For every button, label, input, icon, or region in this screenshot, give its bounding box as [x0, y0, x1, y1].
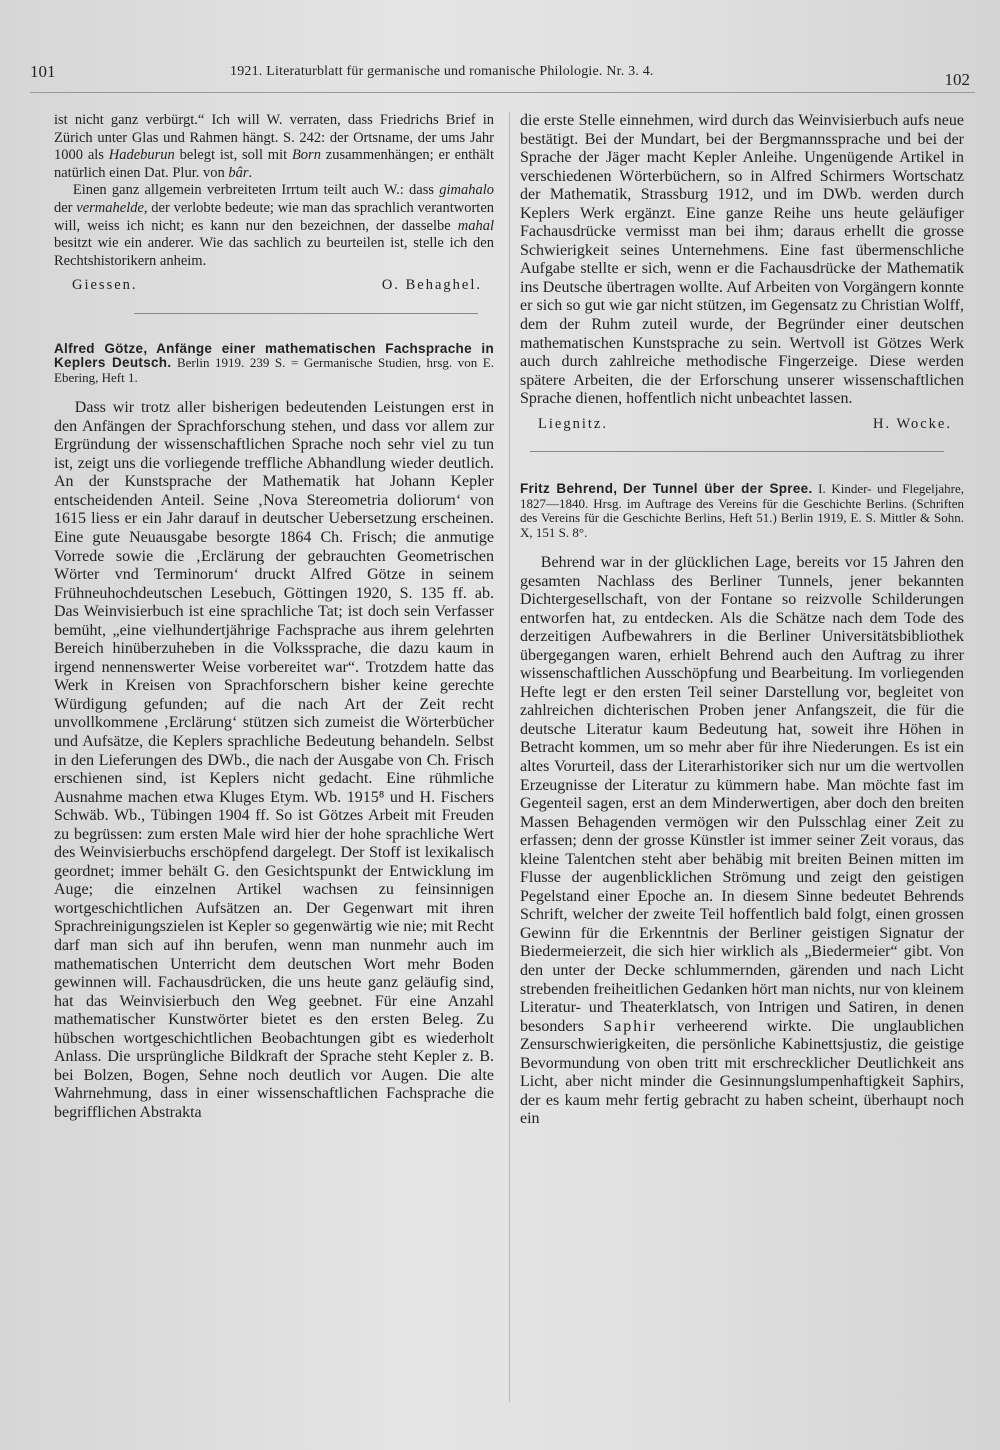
right-column	[520, 112, 964, 1129]
signature-author: H. Wocke.	[873, 415, 952, 432]
review-title: Anfänge einer mathematischen Fachsprache in Keplers Deutsch.	[54, 340, 495, 371]
review-body: Dass wir trotz aller bisherigen bedeutenden Leistungen erst in den Anfängen der Sprachforschung stehen, und dass vor allem zur Ergründung der wissenschaftlichen Sprache noch sehr viel zu tun ist, zeigt uns die vorliegende treffliche Abhandlung wieder deutlich. An der Kunstsprache der Mathematik hat Johann Kepler entscheidenden Anteil. Seine ‚Nova Stereometria doliorum‘ von 1615 liess er ein Jahr darauf in deutscher Uebersetzung erscheinen. Eine gute Neuausgabe besorgte 1864 Ch. Frisch; die anmutige Vorrede sowie die ‚Erclärung der gebrauchten Geometrischen Wörter vnd Terminorum‘ druckt Alfred Götze in seinem Frühneuhochdeutschen Lesebuch, Göttingen 1920, S. 135 ff. ab. Das Weinvisierbuch ist eine sprachliche Tat; ist doch sein Verfasser bemüht, „eine vielhundertjährige Fachsprache aus ihrem gelehrten Bereich hinüberzuheben in die Volkssprache, die dazu kaum in irgend nennenswerter Weise vorbereitet war“. Trotzdem hatte das Werk in Kreisen von Sprachforschern bisher keine gerechte Würdigung gefunden; auf die nach Art der Zeit recht unvollkommene ‚Erclärung‘ stützen sich zumeist die Wörterbücher und Aufsätze, die Keplers sprachliche Bedeutung behandeln. Selbst in den Lieferungen des DWb., die nach der Ausgabe von Ch. Frisch erschienen sind, ist Keplers nicht gedacht. Eine rühmliche Ausnahme machen etwa Kluges Etym. Wb. 1915⁸ und H. Fischers Schwäb. Wb., Tübingen 1904 ff. So ist Götzes Arbeit mit Freuden zu begrüssen: zum ersten Male wird hier der hohe sprachliche Wert des Weinvisierbuchs erschöpfend dargelegt. Der Stoff ist lexikalisch geordnet; immer behält G. den Gesichtspunkt der Entwicklung im Auge; die einzelnen Artikel wachsen zu feinsinnigen wortgeschichtlichen Aufsätzen an. Der Gegenwart mit ihren Sprachreinigungszielen ist Kepler so gegenwärtig wie nie; mit Recht darf man sich auf ihn berufen, wenn man nunmehr auch im mathematischen Unterricht dem deutschen Wort mehr Boden gewinnen will. Fachausdrücken, die uns heute ganz geläufig sind, hat das Weinvisierbuch den Weg geebnet. Für eine Anzahl mathematischer Kunstwörter bietet es den ersten Beleg. Zu hübschen wortgeschichtlichen Beobachtungen gibt es wiederholt Anlass. Die ursprüngliche Bildkraft der Sprache steht Kepler z. B. bei Bolzen, Bogen, Sehne noch deutlich vor Augen. Die alte Wahrnehmung, dass in einer wissenschaftlichen Fachsprache die begrifflichen Abstrakta	[54, 399, 494, 1121]
signature-place: Giessen.	[72, 277, 138, 294]
section-divider	[530, 451, 944, 452]
review-body: Behrend war in der glücklichen Lage, bereits vor 15 Jahren den gesamten Nachlass des Berliner Tunnels, jener bekannten Dichtergesellschaft, von der Fontane so reizvolle Schilderungen entworfen hat, zu entdecken. Als die Schätze nach dem Tode des derzeitigen Aufbewahrers in die Berliner Universitätsbibliothek übergegangen waren, erhielt Behrend auch den Auftrag zu ihrer wissenschaftlichen Ausschöpfung und Bearbeitung. Im vorliegenden Hefte legt er den ersten Teil seiner Darstellung vor, begleitet von zahlreichen dichterischen Proben jener Anfangszeit, die für die deutsche Literatur kaum Bedeutung hat, soweit ihre Höhen in Betracht kommen, um so mehr aber für ihre Niederungen. Es ist ein altes Vorurteil, dass der Literarhistoriker sich nur um die wertvollen Erzeugnisse der Literatur zu kümmern habe. Man möchte fast im Gegenteil sagen, erst an dem Minderwertigen, aber doch den breiten Massen Behagenden vermögen wir den Pulsschlag einer Zeit zu erfassen; denn der grosse Künstler ist immer seiner Zeit voraus, das kleine Talentchen steht aber behäbig mit breiten Beinen mitten im Flusse der augenblicklichen Strömung und zeigt den geistigen Pegelstand einer Epoche an. In diesem Sinne bedeutet Behrends Schrift, welcher der zweite Teil hoffentlich bald folgt, einen grossen Gewinn für die Erkenntnis der Berliner geistigen Signatur der Biedermeierzeit, die sich hier wirklich als „Biedermeier“ gibt. Von den unter der Decke schlummernden, gärenden und nach Licht strebenden freiheitlichen Gedanken hört man nichts, nur von kleinem Literatur- und Theaterklatsch, von Intrigen und Satiren, in denen besonders Saphir verheerend wirkte. Die unglaublichen Zensurschwierigkeiten, die persönliche Kabinettsjustiz, die geistige Bevormundung von oben tritt mit erschrecklicher Deutlichkeit ans Licht, aber nicht minder die Gesinnungslumpenhaftigkeit Saphirs, der es kaum mehr fertig gebracht zu haben scheint, überhaupt noch ein	[520, 553, 964, 1128]
review-heading	[520, 482, 964, 540]
signature-place: Liegnitz.	[538, 415, 608, 432]
page-number-right: 102	[944, 70, 970, 89]
previous-review-paragraph: Einen ganz allgemein verbreiteten Irrtum teilt auch W.: dass gimahalo der vermahelde, der verlobte bedeute; wie man das sprachlich verantworten will, weiss ich nicht; es kann nur den bezeichnen, der dasselbe mahal besitzt wie ein anderer. Wie das sachlich zu beurteilen ist, stelle ich den Rechtshistorikern anheim.	[54, 182, 495, 269]
section-divider	[134, 313, 478, 314]
previous-review-paragraph: ist nicht ganz verbürgt.“ Ich will W. verraten, dass Friedrichs Brief in Zürich unter Glas und Rahmen hängt. S. 242: der Ortsname, der ums Jahr 1000 als Hadeburun belegt ist, soll mit Born zusammenhängen; er enthält natürlich einen Dat. Plur. von bâr.	[54, 112, 495, 181]
signature-line	[72, 277, 482, 295]
signature-author: O. Behaghel.	[381, 277, 482, 294]
column-divider	[509, 112, 510, 1402]
running-title: 1921. Literaturblatt für germanische und romanische Philologie. Nr. 3. 4.	[230, 64, 654, 79]
page-number-left: 101	[30, 62, 56, 81]
review-heading	[54, 342, 494, 385]
signature-line	[538, 416, 952, 434]
review-author: Alfred Götze,	[54, 340, 148, 356]
review-bibliography: Berlin 1919. 239 S. = Germanische Studien, hrsg. von E. Ebering, Heft 1.	[54, 355, 494, 385]
running-header	[30, 62, 975, 89]
review-bibliography: I. Kinder- und Flegeljahre, 1827—1840. Hrsg. im Auftrage des Vereins für die Geschichte Berlins. (Schriften des Vereins für die Geschichte Berlins, Heft 51.) Berlin 1919, E. S. Mittler & Sohn. X, 151 S. 8°.	[520, 481, 964, 540]
review-author: Fritz Behrend,	[520, 481, 618, 497]
review-continuation: die erste Stelle einnehmen, wird durch das Weinvisierbuch aufs neue bestätigt. Bei der Mundart, bei der Bergmannssprache und bei der Sprache der Jäger macht Kepler Anleihe. Ungenügende Artikel in verschiedenen Wörterbüchern, so in Alfred Schirmers Wortschatz der Mathematik, Strassburg 1912, und im DWb. werden durch Keplers Werk ergänzt. Eine ganze Reihe uns heute geläufiger Fachausdrücke vermisst man bei ihm; daraus erhellt die grosse Schwierigkeit seines Unternehmens. Eine fast übermenschliche Aufgabe stellte er sich, wenn er die Fachausdrücke der Mathematik ins Deutsche übertragen wollte. Auf Arbeiten von Vorgängern konnte er sich so gut wie gar nicht stützen, im Gegensatz zu Christian Wolff, dem der Ruhm zuteil wurde, der Begründer einer deutschen mathematischen Kunstsprache zu sein. Wertvoll ist Götzes Werk auch durch zahlreiche methodische Fingerzeige. Diese werden spätere Arbeiten, die der Erforschung unserer wissenschaftlichen Sprache dienen, hoffentlich nicht unbeachtet lassen.	[520, 112, 964, 408]
review-title: Der Tunnel über der Spree.	[622, 481, 813, 497]
left-column	[54, 112, 494, 1122]
header-rule	[30, 92, 975, 93]
